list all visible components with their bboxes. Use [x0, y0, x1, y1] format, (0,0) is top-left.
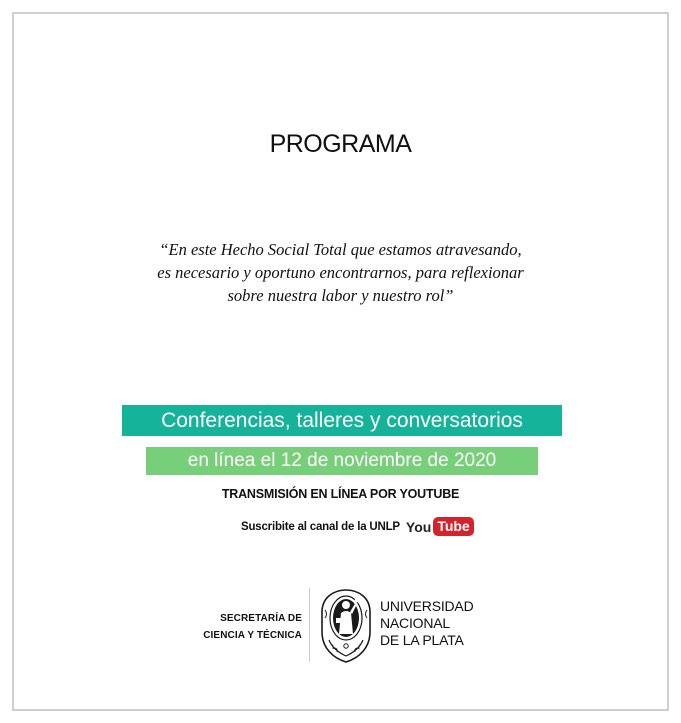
university-name [380, 598, 473, 649]
quote-line-2: es necesario y oportuno encontrarnos, para reflexionar [157, 263, 524, 282]
secretaria-label [196, 610, 302, 644]
unlp-seal-icon [319, 588, 373, 664]
university-line-2: NACIONAL [380, 615, 450, 631]
quote-line-3: sobre nuestra labor y nuestro rol” [227, 286, 454, 305]
quote-line-1: “En este Hecho Social Total que estamos atravesando, [159, 240, 522, 259]
quote [60, 238, 621, 307]
secretaria-line-1: SECRETARÍA DE [220, 613, 302, 624]
youtube-logo-you: You [405, 518, 432, 535]
university-line-1: UNIVERSIDAD [380, 598, 474, 614]
footer-divider [309, 588, 310, 662]
subscribe-row[interactable] [241, 517, 474, 536]
streaming-heading: TRANSMISIÓN EN LÍNEA POR YOUTUBE [221, 487, 460, 501]
secretaria-line-2: CIENCIA Y TÉCNICA [203, 630, 302, 641]
subscribe-text: Suscribite al canal de la UNLP [241, 520, 400, 533]
youtube-logo-tube: Tube [433, 517, 473, 536]
page-title: PROGRAMA [269, 130, 412, 158]
youtube-logo-icon[interactable] [406, 517, 474, 536]
event-date-banner: en línea el 12 de noviembre de 2020 [146, 447, 538, 475]
university-line-3: DE LA PLATA [380, 632, 464, 648]
event-type-banner: Conferencias, talleres y conversatorios [122, 405, 562, 436]
